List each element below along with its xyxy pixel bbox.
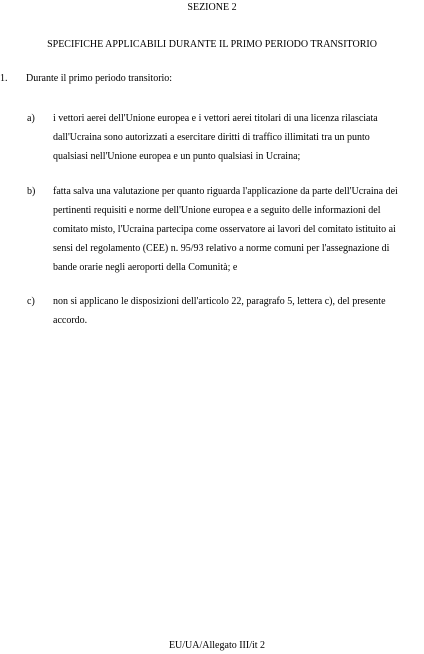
paragraph-number: 1.	[0, 73, 8, 84]
page-footer: EU/UA/Allegato III/it 2	[168, 640, 266, 651]
text-line: fatta salva una valutazione per quanto riguarda l'applicazione da parte dell'Ucraina dei	[53, 186, 398, 197]
text-line: pertinenti requisiti e norme dell'Unione europea e a seguito delle informazioni del	[53, 205, 381, 216]
list-item-text	[53, 109, 423, 166]
text-line: comitato misto, l'Ucraina partecipa come osservatore ai lavori del comitato istituito ai	[53, 224, 396, 235]
text-line: bande orarie negli aeroporti della Comunità; e	[53, 262, 238, 273]
section-title: SPECIFICHE APPLICABILI DURANTE IL PRIMO PERIODO TRANSITORIO	[47, 39, 377, 50]
text-line: accordo.	[53, 315, 88, 326]
text-line: sensi del regolamento (CEE) n. 95/93 relativo a norme comuni per l'assegnazione di	[53, 243, 390, 254]
text-line: non si applicano le disposizioni dell'articolo 22, paragrafo 5, lettera c), del presente	[53, 296, 386, 307]
text-line: i vettori aerei dell'Unione europea e i vettori aerei titolari di una licenza rilasciata	[53, 113, 378, 124]
paragraph-intro: Durante il primo periodo transitorio:	[26, 73, 173, 84]
list-item-letter: a)	[27, 113, 35, 124]
list-item-letter: b)	[27, 186, 36, 197]
text-line: dall'Ucraina sono autorizzati a esercitare diritti di traffico illimitati tra un punto	[53, 132, 370, 143]
list-item-letter: c)	[27, 296, 35, 307]
list-item-text	[53, 292, 423, 330]
list-item-text	[53, 182, 423, 277]
section-heading: SEZIONE 2	[187, 2, 237, 13]
text-line: qualsiasi nell'Unione europea e un punto qualsiasi in Ucraina;	[53, 151, 301, 162]
